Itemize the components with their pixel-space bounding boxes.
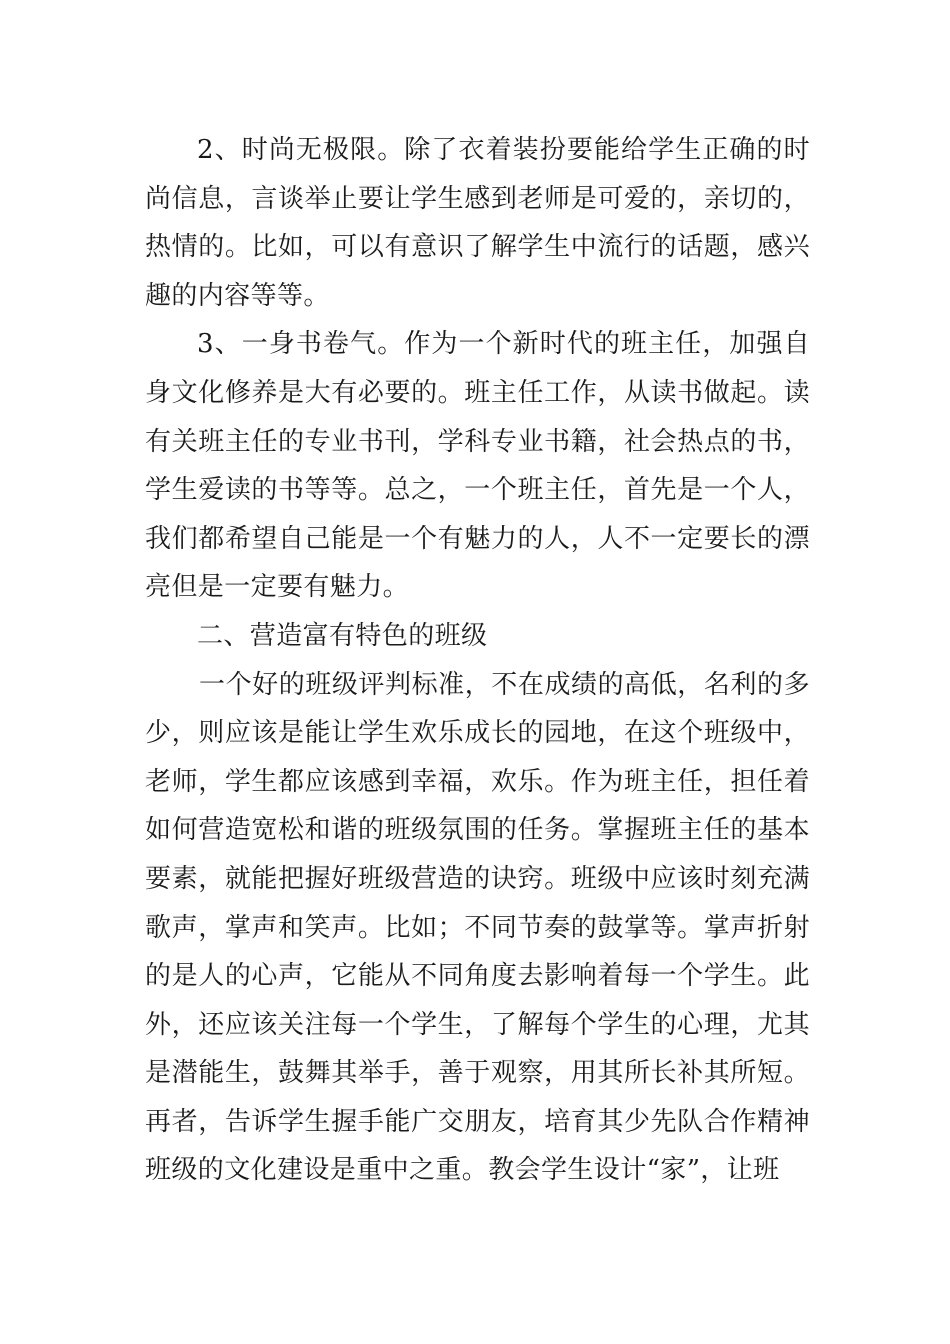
document-body — [145, 126, 810, 1195]
paragraph-bookish: 3、一身书卷气。作为一个新时代的班主任，加强自身文化修养是大有必要的。班主任工作，从读书做起。读有关班主任的专业书刊，学科专业书籍，社会热点的书，学生爱读的书等等。总之，一个班主任，首先是一个人，我们都希望自己能是一个有魅力的人，人不一定要长的漂亮但是一定要有魅力。 — [145, 329, 810, 603]
section-heading: 二、营造富有特色的班级 — [197, 620, 488, 651]
paragraph-fashion: 2、时尚无极限。除了衣着装扮要能给学生正确的时尚信息，言谈举止要让学生感到老师是可爱的，亲切的，热情的。比如，可以有意识了解学生中流行的话题，感兴趣的内容等等。 — [145, 135, 810, 311]
paragraph-class-building: 一个好的班级评判标准，不在成绩的高低，名利的多少，则应该是能让学生欢乐成长的园地，在这个班级中，老师，学生都应该感到幸福，欢乐。作为班主任，担任着如何营造宽松和谐的班级氛围的任务。掌握班主任的基本要素，就能把握好班级营造的诀窍。班级中应该时刻充满歌声，掌声和笑声。比如；不同节奏的鼓掌等。掌声折射的是人的心声，它能从不同角度去影响着每一个学生。此外，还应该关注每一个学生，了解每个学生的心理，尤其是潜能生，鼓舞其举手，善于观察，用其所长补其所短。再者，告诉学生握手能广交朋友，培育其少先队合作精神班级的文化建设是重中之重。教会学生设计“家”，让班 — [145, 669, 810, 1186]
